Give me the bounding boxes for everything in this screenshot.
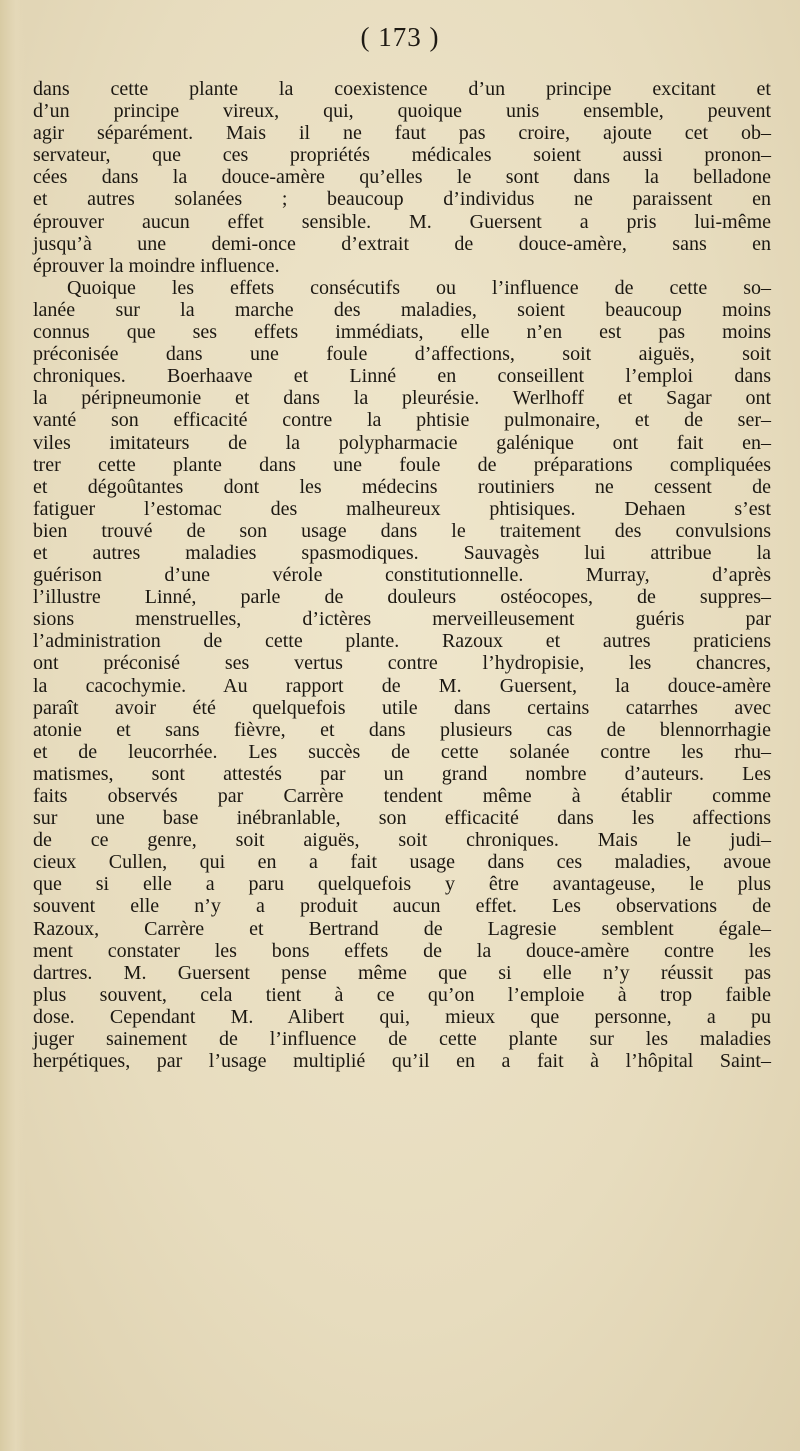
text-line: dose. Cependant M. Alibert qui, mieux que personne, a pu (33, 1005, 771, 1028)
body-text (33, 78, 771, 1072)
text-line: que si elle a paru quelquefois y être avantageuse, le plus (33, 873, 771, 896)
text-line: de ce genre, soit aiguës, soit chroniques. Mais le judi– (33, 829, 771, 852)
text-line: et de leucorrhée. Les succès de cette solanée contre les rhu– (33, 740, 771, 763)
text-line: d’un principe vireux, qui, quoique unis ensemble, peuvent (33, 100, 771, 123)
page-binding-edge (0, 0, 26, 1451)
text-line: dans cette plante la coexistence d’un principe excitant et (33, 78, 771, 100)
text-line: juger sainement de l’influence de cette plante sur les maladies (33, 1028, 771, 1051)
text-line: et autres solanées ; beaucoup d’individus ne paraissent en (33, 188, 771, 211)
text-line: l’illustre Linné, parle de douleurs ostéocopes, de suppres– (33, 586, 771, 609)
text-line: la cacochymie. Au rapport de M. Guersent, la douce-amère (33, 674, 771, 697)
text-line: chroniques. Boerhaave et Linné en conseillent l’emploi dans (33, 365, 771, 388)
text-line: vanté son efficacité contre la phtisie pulmonaire, et de ser– (33, 409, 771, 432)
text-line: la péripneumonie et dans la pleurésie. Werlhoff et Sagar ont (33, 387, 771, 410)
text-line: connus que ses effets immédiats, elle n’en est pas moins (33, 321, 771, 344)
text-line: guérison d’une vérole constitutionnelle. Murray, d’après (33, 564, 771, 587)
text-line: bien trouvé de son usage dans le traitement des convulsions (33, 519, 771, 542)
text-line: atonie et sans fièvre, et dans plusieurs cas de blennorrhagie (33, 718, 771, 741)
text-line: trer cette plante dans une foule de préparations compliquées (33, 453, 771, 476)
text-line: sions menstruelles, d’ictères merveilleusement guéris par (33, 608, 771, 631)
text-line: plus souvent, cela tient à ce qu’on l’emploie à trop faible (33, 983, 771, 1006)
text-line: paraît avoir été quelquefois utile dans certains catarrhes avec (33, 696, 771, 719)
text-line: faits observés par Carrère tendent même à établir comme (33, 785, 771, 807)
text-line: souvent elle n’y a produit aucun effet. Les observations de (33, 895, 771, 918)
text-line: fatiguer l’estomac des malheureux phtisiques. Dehaen s’est (33, 497, 771, 520)
text-line: éprouver la moindre influence. (33, 254, 280, 277)
text-line: ont préconisé ses vertus contre l’hydropisie, les chancres, (33, 652, 771, 675)
text-line: préconisée dans une foule d’affections, soit aiguës, soit (33, 343, 771, 366)
text-line: et dégoûtantes dont les médecins routiniers ne cessent de (33, 475, 771, 498)
text-line: dartres. M. Guersent pense même que si elle n’y réussit pas (33, 961, 771, 984)
text-line: jusqu’à une demi-once d’extrait de douce-amère, sans en (33, 232, 771, 255)
text-line: servateur, que ces propriétés médicales soient aussi pronon– (33, 144, 771, 167)
text-line: l’administration de cette plante. Razoux et autres praticiens (33, 630, 771, 653)
text-line: ment constater les bons effets de la douce-amère contre les (33, 939, 771, 962)
text-line: herpétiques, par l’usage multiplié qu’il en a fait à l’hôpital Saint– (33, 1050, 771, 1073)
text-line: cées dans la douce-amère qu’elles le sont dans la belladone (33, 166, 771, 189)
text-line: lanée sur la marche des maladies, soient beaucoup moins (33, 298, 771, 321)
text-line: cieux Cullen, qui en a fait usage dans ces maladies, avoue (33, 851, 771, 874)
text-line: sur une base inébranlable, son efficacité dans les affections (33, 807, 771, 830)
text-line: agir séparément. Mais il ne faut pas croire, ajoute cet ob– (33, 122, 771, 145)
text-line: éprouver aucun effet sensible. M. Guersent a pris lui-même (33, 210, 771, 233)
text-line: et autres maladies spasmodiques. Sauvagès lui attribue la (33, 541, 771, 564)
text-line: viles imitateurs de la polypharmacie galénique ont fait en– (33, 431, 771, 454)
page-number: ( 173 ) (360, 22, 440, 52)
text-line: Quoique les effets consécutifs ou l’influence de cette so– (67, 276, 771, 299)
text-line: Razoux, Carrère et Bertrand de Lagresie semblent égale– (33, 917, 771, 940)
text-line: matismes, sont attestés par un grand nombre d’auteurs. Les (33, 762, 771, 785)
